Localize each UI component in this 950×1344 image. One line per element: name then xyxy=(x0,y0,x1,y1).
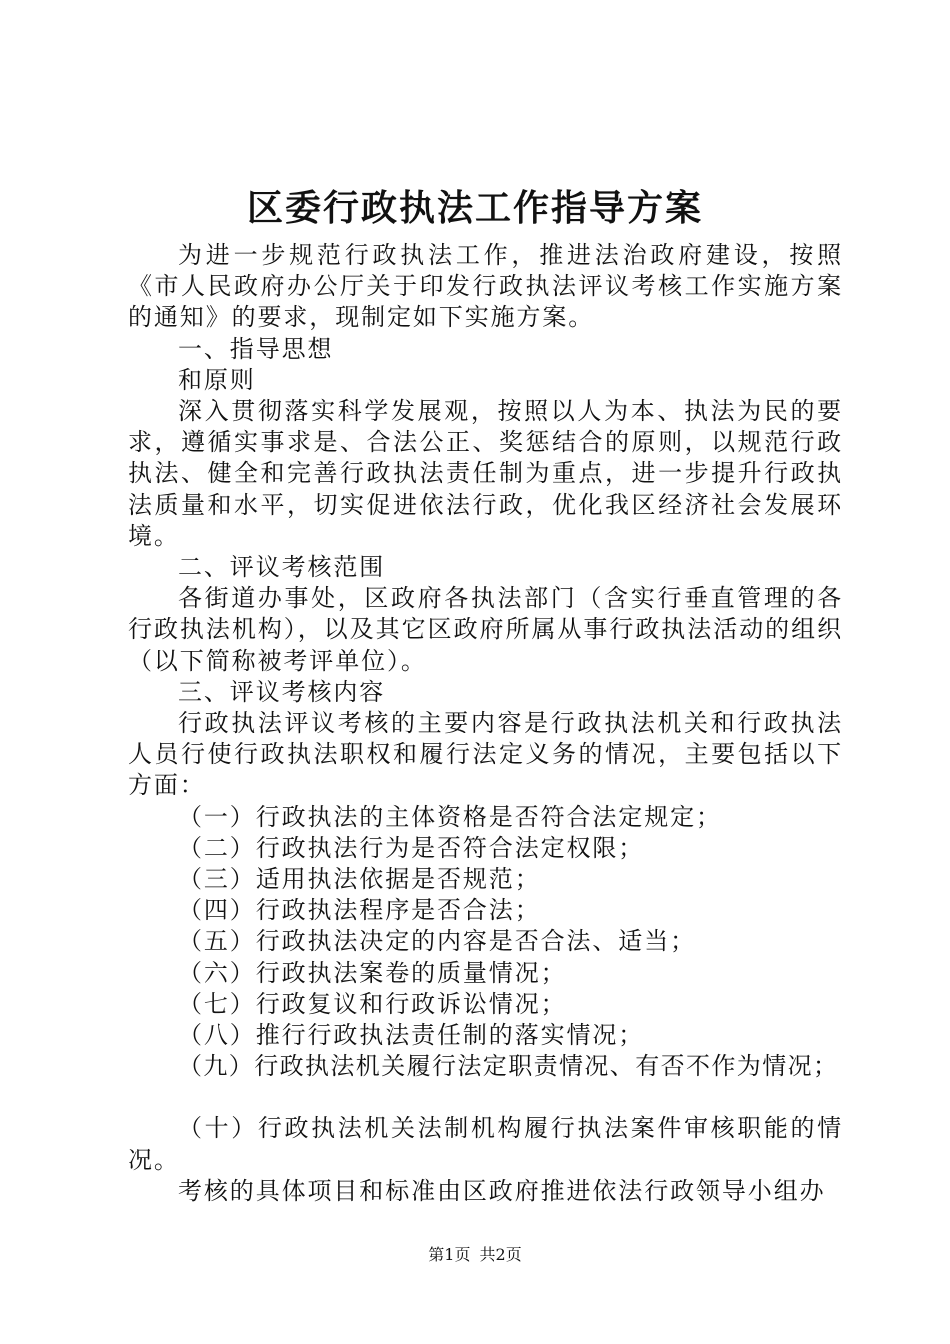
paragraph-gap xyxy=(128,1082,843,1113)
section3-paragraph: 行政执法评议考核的主要内容是行政执法机关和行政执法人员行使行政执法职权和履行法定义务的情况，主要包括以下方面： xyxy=(128,709,843,800)
page-footer xyxy=(0,1244,950,1266)
list-item: （三）适用执法依据是否规范； xyxy=(178,865,541,894)
section2-heading: 二、评议考核范围 xyxy=(178,553,386,582)
list-item: （一）行政执法的主体资格是否符合法定规定； xyxy=(178,802,722,831)
document-title: 区委行政执法工作指导方案 xyxy=(246,187,703,229)
section2-paragraph: 各街道办事处，区政府各执法部门（含实行垂直管理的各行政执法机构），以及其它区政府所属从事行政执法活动的组织（以下简称被考评单位）。 xyxy=(128,584,843,675)
list-item: （七）行政复议和行政诉讼情况； xyxy=(178,989,567,1018)
document-body xyxy=(128,240,843,1207)
section1-heading: 一、指导思想 xyxy=(178,334,334,363)
section3-heading: 三、评议考核内容 xyxy=(178,677,386,706)
intro-paragraph: 为进一步规范行政执法工作，推进法治政府建设，按照《市人民政府办公厅关于印发行政执法评议考核工作实施方案的通知》的要求，现制定如下实施方案。 xyxy=(128,241,843,332)
list-item: （八）推行行政执法责任制的落实情况； xyxy=(178,1021,645,1050)
list-item: （十）行政执法机关法制机构履行执法案件审核职能的情况。 xyxy=(128,1114,843,1174)
list-item: （六）行政执法案卷的质量情况； xyxy=(178,958,567,987)
list-item: （五）行政执法决定的内容是否合法、适当； xyxy=(178,927,696,956)
section1-heading-continued: 和原则 xyxy=(178,365,256,394)
closing-paragraph: 考核的具体项目和标准由区政府推进依法行政领导小组办 xyxy=(178,1176,826,1205)
page-total: 共2页 xyxy=(479,1245,522,1264)
section1-paragraph: 深入贯彻落实科学发展观，按照以人为本、执法为民的要求，遵循实事求是、合法公正、奖惩结合的原则，以规范行政执法、健全和完善行政执法责任制为重点，进一步提升行政执法质量和水平，切实促进依法行政，优化我区经济社会发展环境。 xyxy=(128,397,843,550)
list-item: （二）行政执法行为是否符合法定权限； xyxy=(178,833,645,862)
list-item: （九）行政执法机关履行法定职责情况、有否不作为情况； xyxy=(178,1052,839,1081)
page-number: 第1页 xyxy=(428,1245,471,1264)
list-item: （四）行政执法程序是否合法； xyxy=(178,896,541,925)
